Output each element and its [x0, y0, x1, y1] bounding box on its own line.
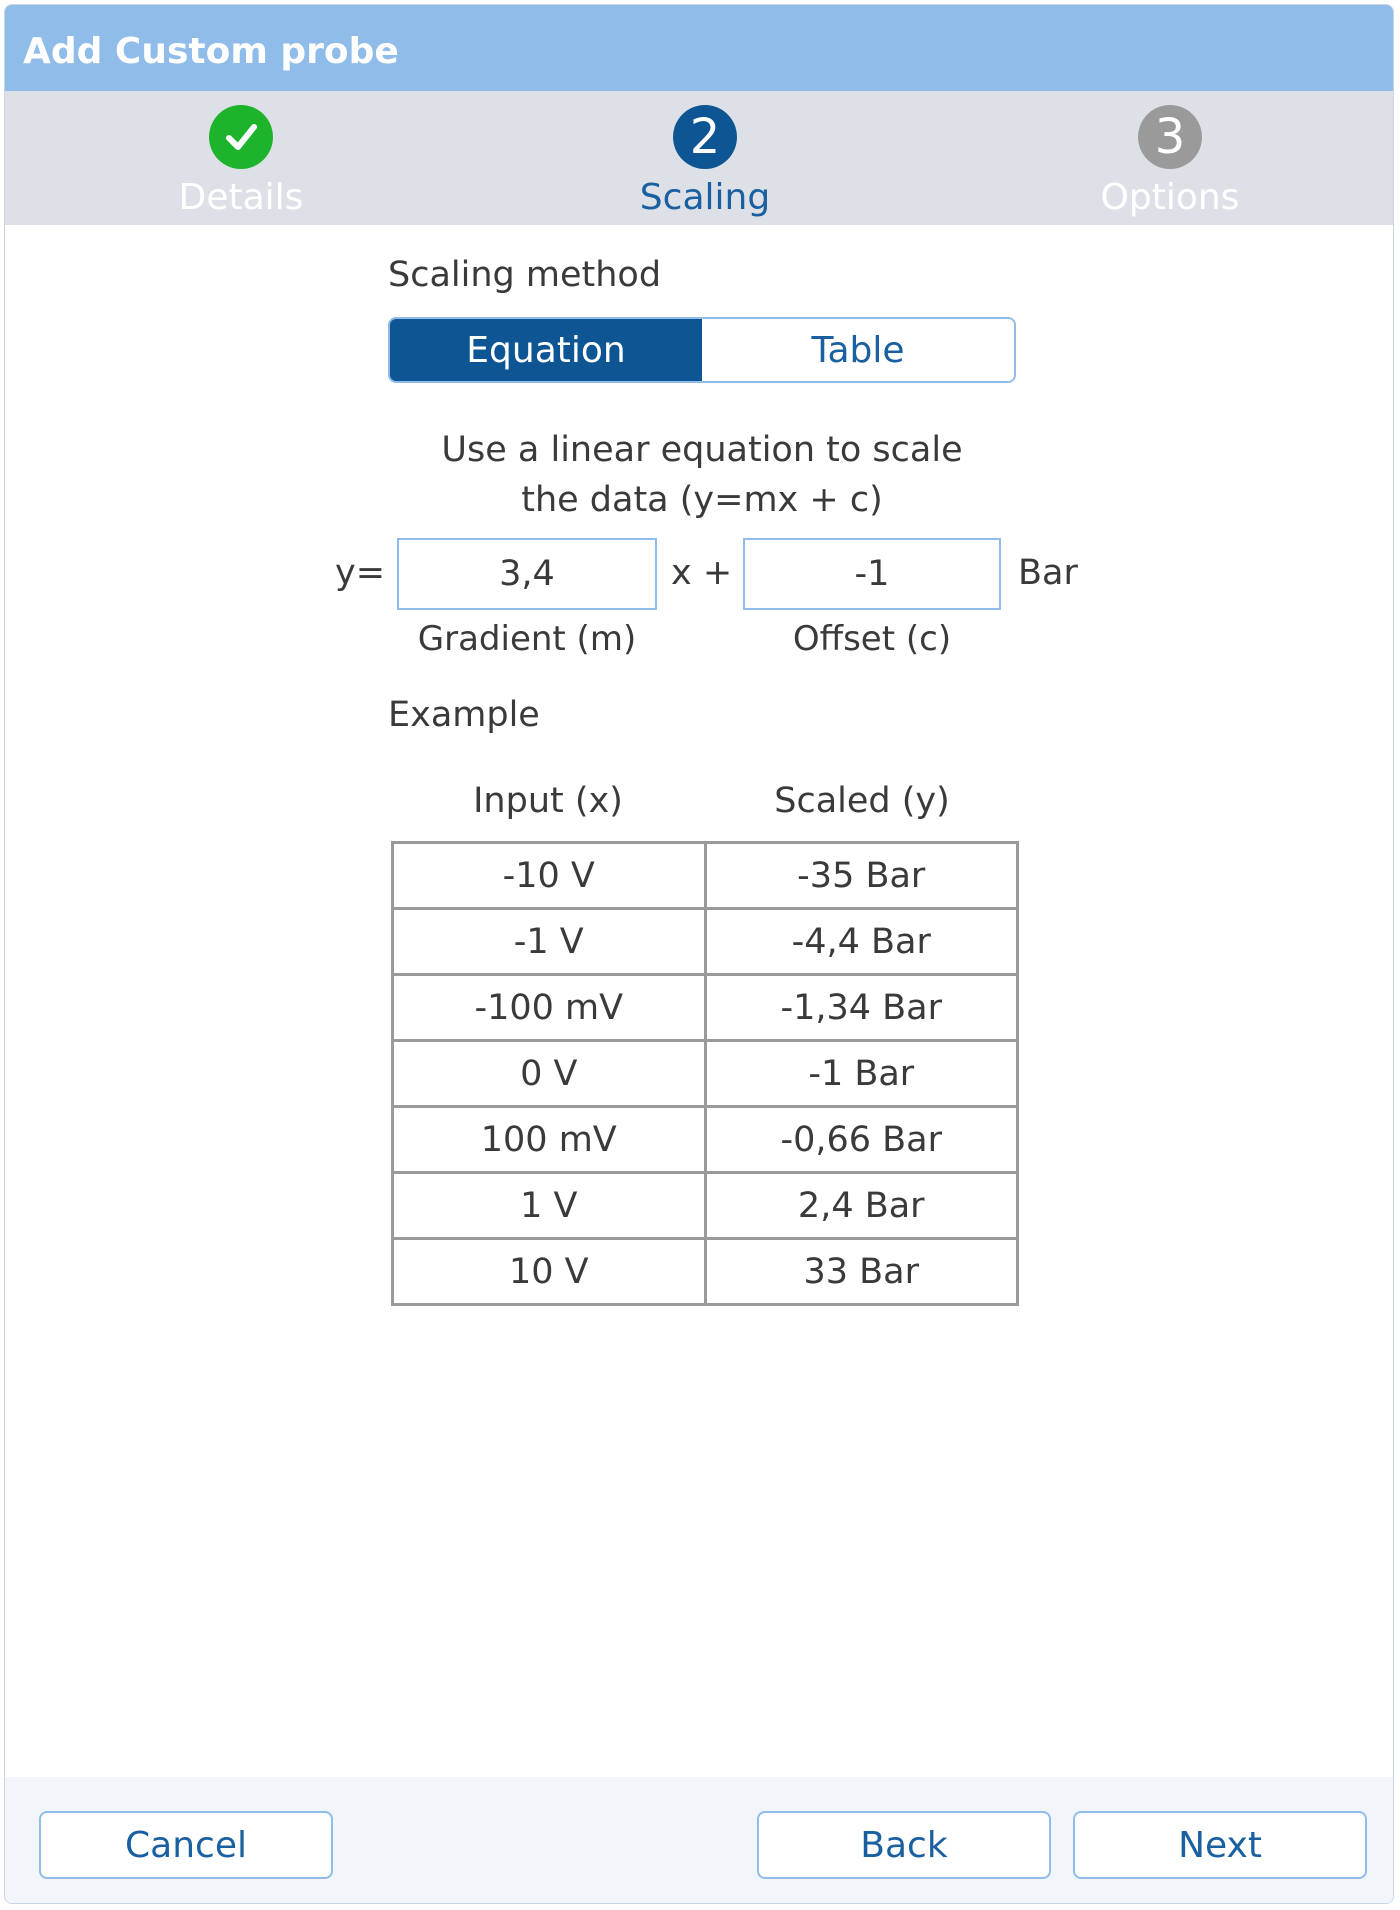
table-row — [393, 1239, 1018, 1305]
equation-option[interactable]: Equation — [390, 319, 702, 381]
dialog-title: Add Custom probe — [23, 31, 399, 72]
step-scaling[interactable] — [555, 105, 855, 218]
example-table — [391, 841, 1019, 1306]
cancel-button[interactable]: Cancel — [39, 1811, 333, 1879]
offset-label: Offset (c) — [792, 619, 952, 659]
add-custom-probe-dialog — [4, 4, 1394, 1904]
step-scaling-label: Scaling — [639, 177, 771, 218]
scaled-cell: -1 Bar — [705, 1041, 1018, 1107]
input-cell: 10 V — [393, 1239, 706, 1305]
scaled-cell: -1,34 Bar — [705, 975, 1018, 1041]
scaled-cell: -35 Bar — [705, 843, 1018, 909]
x-plus-label: x + — [671, 553, 733, 593]
scaled-cell: 2,4 Bar — [705, 1173, 1018, 1239]
input-cell: -10 V — [393, 843, 706, 909]
wizard-steps — [5, 91, 1393, 225]
table-row — [393, 1041, 1018, 1107]
table-row — [393, 1107, 1018, 1173]
example-label: Example — [388, 695, 540, 735]
step-number-2-icon: 2 — [673, 105, 737, 169]
scaled-cell: -4,4 Bar — [705, 909, 1018, 975]
check-icon — [209, 105, 273, 169]
input-column-header: Input (x) — [473, 781, 623, 821]
description-line-1: Use a linear equation to scale — [441, 430, 963, 470]
step-details[interactable] — [91, 105, 391, 218]
scaled-column-header: Scaled (y) — [774, 781, 950, 821]
scaled-cell: 33 Bar — [705, 1239, 1018, 1305]
input-cell: -1 V — [393, 909, 706, 975]
scaling-content — [5, 225, 1393, 1775]
title-bar — [5, 5, 1393, 91]
table-row — [393, 975, 1018, 1041]
table-option[interactable]: Table — [702, 319, 1014, 381]
input-cell: 1 V — [393, 1173, 706, 1239]
table-row — [393, 909, 1018, 975]
input-cell: 100 mV — [393, 1107, 706, 1173]
gradient-input[interactable] — [397, 538, 657, 610]
step-number-3-icon: 3 — [1138, 105, 1202, 169]
dialog-footer — [5, 1777, 1393, 1904]
offset-input[interactable] — [743, 538, 1001, 610]
y-equals-label: y= — [335, 553, 386, 593]
gradient-label: Gradient (m) — [417, 619, 637, 659]
scaling-description — [388, 425, 1016, 525]
next-button[interactable]: Next — [1073, 1811, 1367, 1879]
step-options[interactable] — [1020, 105, 1320, 218]
scaling-method-toggle — [388, 317, 1016, 383]
table-row — [393, 843, 1018, 909]
table-row — [393, 1173, 1018, 1239]
scaled-cell: -0,66 Bar — [705, 1107, 1018, 1173]
scaling-method-label: Scaling method — [388, 255, 662, 295]
input-cell: 0 V — [393, 1041, 706, 1107]
unit-label: Bar — [1018, 553, 1078, 593]
step-options-label: Options — [1100, 177, 1240, 218]
step-details-label: Details — [178, 177, 304, 218]
input-cell: -100 mV — [393, 975, 706, 1041]
description-line-2: the data (y=mx + c) — [521, 480, 883, 520]
back-button[interactable]: Back — [757, 1811, 1051, 1879]
